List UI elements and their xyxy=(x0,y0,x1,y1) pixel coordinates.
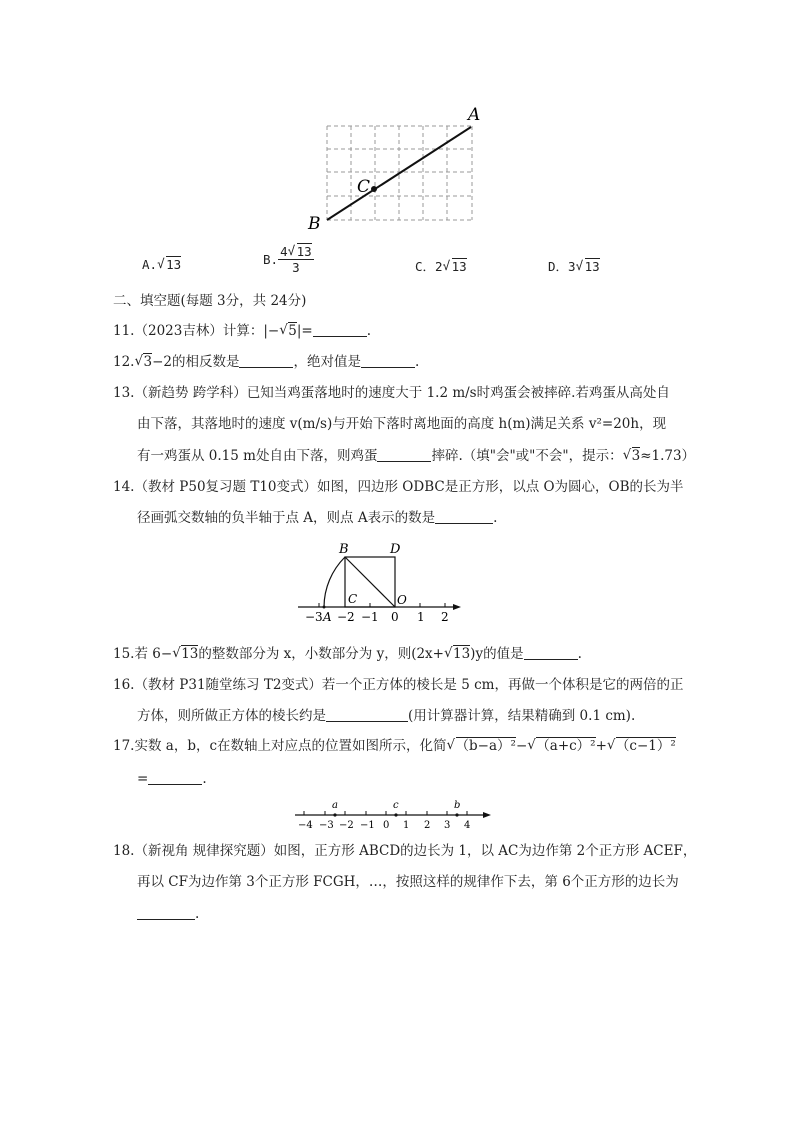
svg-text:O: O xyxy=(397,593,407,607)
number-line-square-figure xyxy=(295,540,465,626)
answer-blank-16[interactable] xyxy=(326,707,408,722)
svg-text:−3: −3 xyxy=(319,820,334,831)
svg-text:−1: −1 xyxy=(361,610,379,624)
svg-text:2: 2 xyxy=(441,610,449,624)
arc-BA xyxy=(324,557,345,607)
svg-text:D: D xyxy=(390,542,401,557)
svg-text:−3: −3 xyxy=(305,610,323,624)
question-14-line1: 14.（教材 P50复习题 T10变式）如图，四边形 ODBC是正方形，以点 O为圆心，OB的长为半 xyxy=(113,479,684,495)
point-b xyxy=(455,813,458,816)
point-c xyxy=(394,813,397,816)
svg-text:−2: −2 xyxy=(337,610,355,624)
question-13-line3: 有一鸡蛋从 0.15 m处自由下落，则鸡蛋 摔碎.（填"会"或"不会"，提示：√ 3≈1.73） xyxy=(137,447,695,465)
svg-text:b: b xyxy=(454,800,461,811)
question-11: 11.（2023吉林）计算：|−√ 5|= . xyxy=(113,322,371,340)
point-C xyxy=(371,186,377,192)
answer-blank-17[interactable] xyxy=(148,770,202,785)
question-13-line2: 由下落，其落地时的速度 v(m/s)与开始下落时离地面的高度 h(m)满足关系 v²=20h，现 xyxy=(137,416,667,432)
svg-text:c: c xyxy=(393,800,399,811)
svg-text:4: 4 xyxy=(464,820,471,831)
option-a: A.√ 13 xyxy=(142,257,181,272)
option-d: D．3√ 13 xyxy=(548,257,600,275)
svg-text:0: 0 xyxy=(383,820,390,831)
question-14-line2: 径画弧交数轴的负半轴于点 A，则点 A表示的数是 . xyxy=(137,510,498,526)
svg-text:3: 3 xyxy=(444,820,451,831)
svg-text:1: 1 xyxy=(403,820,410,831)
answer-blank-18[interactable] xyxy=(137,905,195,920)
question-18-line2: 再以 CF为边作第 3个正方形 FCGH，…，按照这样的规律作下去，第 6个正方形的边长为 xyxy=(137,874,679,890)
question-18-line3: . xyxy=(137,905,199,923)
question-12: 12.√ 3−2的相反数是 ，绝对值是 . xyxy=(113,353,419,371)
question-17-line2: = . xyxy=(137,771,207,787)
option-c: C．2√ 13 xyxy=(415,257,467,275)
svg-text:1: 1 xyxy=(417,610,425,624)
answer-blank-13[interactable] xyxy=(377,447,431,462)
svg-text:0: 0 xyxy=(391,610,399,624)
svg-text:2: 2 xyxy=(424,820,431,831)
point-a xyxy=(333,813,336,816)
question-15: 15.若 6−√ 13的整数部分为 x，小数部分为 y，则(2x+√ 13)y的值是 . xyxy=(113,645,582,663)
grid-segment-figure xyxy=(300,100,500,235)
svg-text:A: A xyxy=(323,610,332,624)
question-16-line2: 方体，则所做正方体的棱长约是 (用计算器计算，结果精确到 0.1 cm). xyxy=(137,708,636,724)
section-title: 二、填空题(每题 3分，共 24分) xyxy=(113,293,307,309)
number-line-abc-figure xyxy=(293,798,493,832)
question-16-line1: 16.（教材 P31随堂练习 T2变式）若一个正方体的棱长是 5 cm，再做一个体积是它的两倍的正 xyxy=(113,677,684,693)
answer-blank-12b[interactable] xyxy=(361,353,415,368)
label-A: A xyxy=(468,105,481,125)
svg-text:−1: −1 xyxy=(360,820,375,831)
label-B: B xyxy=(308,214,321,234)
answer-blank-12a[interactable] xyxy=(239,353,293,368)
question-13-line1: 13.（新趋势 跨学科）已知当鸡蛋落地时的速度大于 1.2 m/s时鸡蛋会被摔碎.若鸡蛋从高处自 xyxy=(113,385,670,401)
svg-text:B: B xyxy=(339,542,349,557)
label-C: C xyxy=(357,177,371,197)
svg-text:−2: −2 xyxy=(339,820,354,831)
answer-blank-15[interactable] xyxy=(524,645,578,660)
answer-blank-14[interactable] xyxy=(435,509,493,524)
question-18-line1: 18.（新视角 规律探究题）如图，正方形 ABCD的边长为 1，以 AC为边作第 2个正方形 ACEF， xyxy=(113,843,697,859)
svg-text:−4: −4 xyxy=(298,820,313,831)
question-17-line1: 17.实数 a，b，c在数轴上对应点的位置如图所示，化简√ （b−a）²−√ （a+c）²+√ （c−1）² xyxy=(113,737,676,755)
answer-blank-11[interactable] xyxy=(313,322,367,337)
svg-text:C: C xyxy=(348,592,358,606)
svg-text:a: a xyxy=(332,800,338,811)
option-b: B. $\frac{4√ 13}{3}$ xyxy=(263,244,314,275)
